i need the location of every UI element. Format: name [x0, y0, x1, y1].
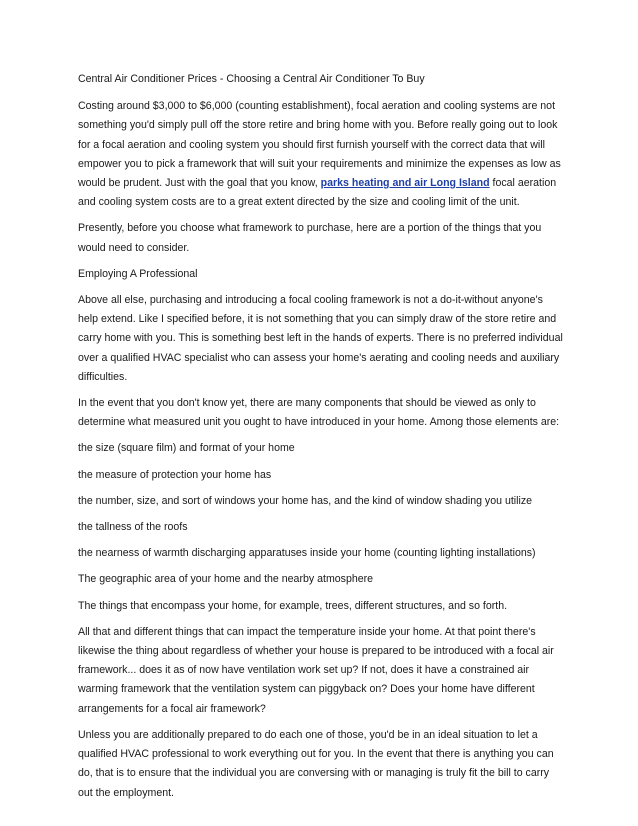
intro-paragraph [78, 97, 564, 212]
factor-item: the number, size, and sort of windows your home has, and the kind of window shading you utilize [78, 494, 533, 507]
document-title: Central Air Conditioner Prices - Choosing a Central Air Conditioner To Buy [78, 73, 425, 85]
all-that-paragraph: All that and different things that can impact the temperature inside your home. At that point there's likewise the thing about regardless of whether your house is prepared to be introduced with a focal air framework... does it as of now have ventilation work set up? If not, does it have a constrained air warming framework that the ventilation system can piggyback on? Does your home have different arrangements for a focal air framework? [78, 625, 554, 715]
factor-item: the nearness of warmth discharging apparatuses inside your home (counting lighting installations) [78, 547, 536, 560]
parks-heating-link[interactable]: parks heating and air Long Island [320, 177, 490, 190]
factor-item: the tallness of the roofs [78, 521, 188, 534]
document-page [78, 70, 564, 810]
factor-item: the measure of protection your home has [78, 468, 272, 481]
components-paragraph: In the event that you don't know yet, there are many components that should be viewed as only to determine what measured unit you ought to have introduced in your home. Among those elements are: [78, 397, 560, 429]
factor-item: the size (square film) and format of your home [78, 442, 295, 455]
professional-paragraph: Above all else, purchasing and introducing a focal cooling framework is not a do-it-without anyone's help extend. Like I specified before, it is not something that you can simply draw of the store retire and carry home with you. This is something best left in the hands of experts. There is no preferred individual over a qualified HVAC specialist who can assess your home's aerating and cooling needs and auxiliary difficulties. [78, 294, 563, 383]
factor-item: The geographic area of your home and the nearby atmosphere [78, 573, 374, 586]
intro-text-after-link: focal aeration and cooling system costs are to a great extent directed by the size and cooling limit of the unit. [78, 177, 557, 209]
intro-text-before-link: Costing around $3,000 to $6,000 (counting establishment), focal aeration and cooling systems are not something you'd simply pull off the store retire and bring home with you. Before really going out to look for a focal aeration and cooling system you should first furnish yourself with the correct data that will empower you to pick a framework that will suit your requirements and minimize the expenses as low as would be prudent. Just with the goal that you know, [78, 100, 561, 190]
factor-item: The things that encompass your home, for example, trees, different structures, and so forth. [78, 599, 508, 612]
consider-paragraph: Presently, before you choose what framework to purchase, here are a portion of the things that you would need to consider. [78, 222, 542, 254]
unless-paragraph: Unless you are additionally prepared to do each one of those, you'd be in an ideal situation to let a qualified HVAC professional to work everything out for you. In the event that there is anything you can do, that is to ensure that the individual you are conversing with or managing is truly fit the bill to carry out the employment. [78, 728, 554, 799]
section-heading-professional: Employing A Professional [78, 267, 198, 280]
